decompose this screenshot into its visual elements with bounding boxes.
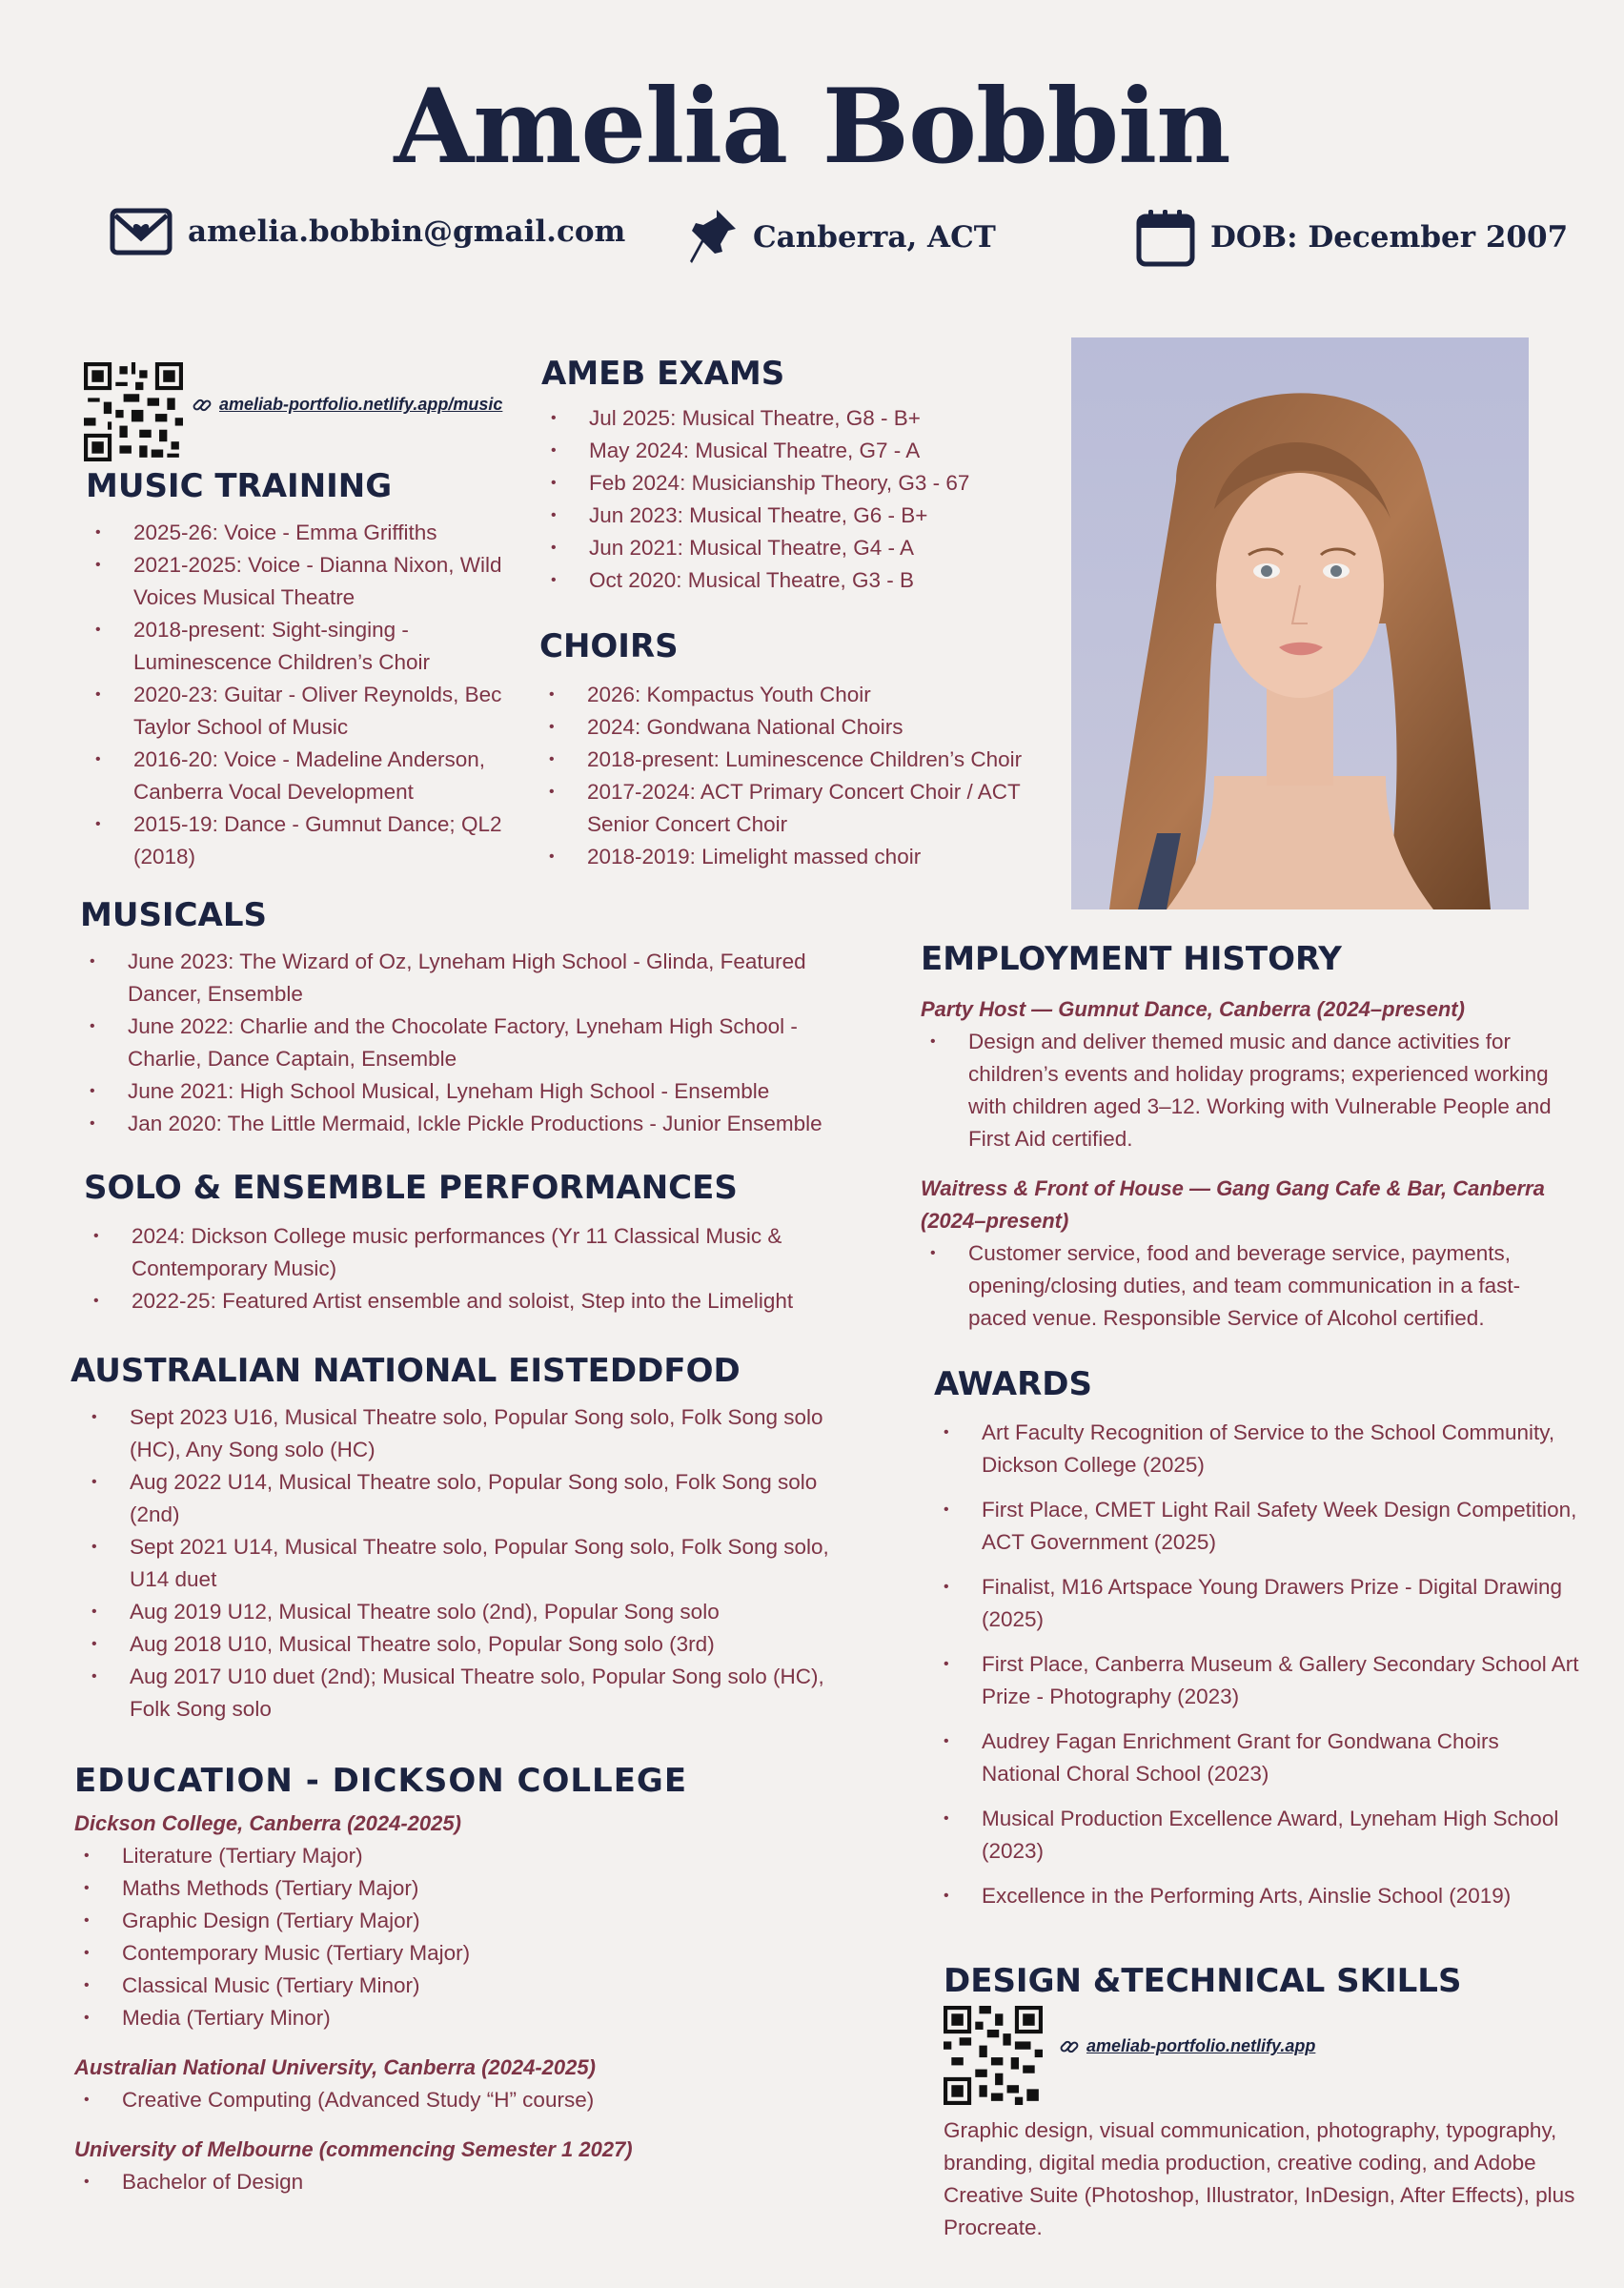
list-item: • First Place, Canberra Museum & Gallery Secondary School Art Prize - Photography (2023) bbox=[934, 1648, 1582, 1713]
email-contact[interactable] bbox=[110, 208, 625, 255]
list-item: • 2018-present: Luminescence Children’s Choir bbox=[539, 744, 1035, 776]
list-item: • 2024: Dickson College music performances (Yr 11 Classical Music & Contemporary Music) bbox=[84, 1220, 846, 1285]
email-text: amelia.bobbin@gmail.com bbox=[188, 214, 626, 249]
employment-heading: EMPLOYMENT HISTORY bbox=[921, 940, 1342, 978]
person-name: Amelia Bobbin bbox=[394, 67, 1230, 187]
list-item: • Jul 2025: Musical Theatre, G8 - B+ bbox=[541, 402, 1037, 435]
qr-code-icon bbox=[84, 362, 183, 461]
list-item: • Feb 2024: Musicianship Theory, G3 - 67 bbox=[541, 467, 1037, 500]
calendar-icon bbox=[1136, 208, 1195, 267]
link-icon bbox=[193, 396, 212, 415]
qr-code-icon bbox=[944, 2006, 1043, 2105]
list-item: • May 2024: Musical Theatre, G7 - A bbox=[541, 435, 1037, 467]
ameb-heading: AMEB EXAMS bbox=[541, 355, 785, 393]
list-item: • 2017-2024: ACT Primary Concert Choir / ACT Senior Concert Choir bbox=[539, 776, 1035, 841]
job-title: Waitress & Front of House — Gang Gang Cafe & Bar, Canberra (2024–present) bbox=[921, 1176, 1545, 1233]
employment-section bbox=[921, 940, 1578, 1335]
list-item: • 2015-19: Dance - Gumnut Dance; QL2 (2018) bbox=[86, 808, 524, 873]
portfolio-link[interactable] bbox=[1060, 2036, 1315, 2056]
choirs-section bbox=[539, 627, 1035, 873]
list-item: • 2025-26: Voice - Emma Griffiths bbox=[86, 517, 524, 549]
location-text: Canberra, ACT bbox=[753, 220, 996, 255]
list-item: • June 2021: High School Musical, Lyneham High School - Ensemble bbox=[80, 1075, 842, 1108]
job-list bbox=[921, 1026, 1578, 1155]
list-item: • 2026: Kompactus Youth Choir bbox=[539, 679, 1035, 711]
music-training-section bbox=[86, 467, 524, 873]
list-item: • Sept 2023 U16, Musical Theatre solo, Popular Song solo, Folk Song solo (HC), Any Song solo (HC) bbox=[82, 1401, 833, 1466]
list-item: • 2018-present: Sight-singing - Luminescence Children’s Choir bbox=[86, 614, 524, 679]
eisteddfod-section bbox=[71, 1352, 833, 1726]
list-item: • Musical Production Excellence Award, Lyneham High School (2023) bbox=[934, 1803, 1582, 1868]
awards-section bbox=[934, 1365, 1582, 1925]
musicals-list bbox=[80, 946, 842, 1140]
skills-section bbox=[944, 1962, 1592, 2000]
portfolio-link-text: ameliab-portfolio.netlify.app bbox=[1086, 2036, 1316, 2055]
music-portfolio-link[interactable] bbox=[193, 395, 502, 415]
list-item: • Jan 2020: The Little Mermaid, Ickle Pickle Productions - Junior Ensemble bbox=[80, 1108, 842, 1140]
link-icon bbox=[1060, 2037, 1079, 2056]
awards-list bbox=[934, 1417, 1582, 1912]
music-training-heading: MUSIC TRAINING bbox=[86, 467, 393, 505]
musicals-section bbox=[80, 896, 842, 1140]
list-item: • 2018-2019: Limelight massed choir bbox=[539, 841, 1035, 873]
list-item: • Excellence in the Performing Arts, Ainslie School (2019) bbox=[934, 1880, 1582, 1912]
list-item: • Aug 2022 U14, Musical Theatre solo, Popular Song solo, Folk Song solo (2nd) bbox=[82, 1466, 833, 1531]
list-item: • Sept 2021 U14, Musical Theatre solo, Popular Song solo, Folk Song solo, U14 duet bbox=[82, 1531, 833, 1596]
list-item: • Audrey Fagan Enrichment Grant for Gondwana Choirs National Choral School (2023) bbox=[934, 1726, 1582, 1790]
list-item: • Aug 2019 U12, Musical Theatre solo (2nd), Popular Song solo bbox=[82, 1596, 833, 1628]
list-item: • Oct 2020: Musical Theatre, G3 - B bbox=[541, 564, 1037, 597]
list-item: • Bachelor of Design bbox=[74, 2166, 837, 2198]
music-training-list bbox=[86, 517, 524, 873]
list-item: • 2024: Gondwana National Choirs bbox=[539, 711, 1035, 744]
ameb-section bbox=[541, 355, 1037, 597]
list-item: • Literature (Tertiary Major) bbox=[74, 1840, 837, 1872]
list-item: • Jun 2021: Musical Theatre, G4 - A bbox=[541, 532, 1037, 564]
list-item: • 2016-20: Voice - Madeline Anderson, Canberra Vocal Development bbox=[86, 744, 524, 808]
list-item: • Graphic Design (Tertiary Major) bbox=[74, 1905, 837, 1937]
anu-title: Australian National University, Canberra (2024-2025) bbox=[74, 2055, 596, 2079]
musicals-heading: MUSICALS bbox=[80, 896, 267, 934]
solo-list bbox=[84, 1220, 846, 1318]
skills-text: Graphic design, visual communication, photography, typography, branding, digital media production, creative coding, and Adobe Creative Suite (Photoshop, Illustrator, InDesign, After Effects), plus Procreate. bbox=[944, 2118, 1575, 2239]
list-item: • Design and deliver themed music and dance activities for children’s events and holiday programs; experienced working with children aged 3–12. Working with Vulnerable People and First Aid certified. bbox=[921, 1026, 1578, 1155]
list-item: • Maths Methods (Tertiary Major) bbox=[74, 1872, 837, 1905]
portrait-photo bbox=[1071, 337, 1529, 909]
list-item: • Finalist, M16 Artspace Young Drawers Prize - Digital Drawing (2025) bbox=[934, 1571, 1582, 1636]
list-item: • Classical Music (Tertiary Minor) bbox=[74, 1970, 837, 2002]
choirs-list bbox=[539, 679, 1035, 873]
education-section bbox=[74, 1762, 837, 2198]
awards-heading: AWARDS bbox=[934, 1365, 1092, 1403]
ameb-list bbox=[541, 402, 1037, 597]
dickson-list bbox=[74, 1840, 837, 2034]
list-item: • First Place, CMET Light Rail Safety Week Design Competition, ACT Government (2025) bbox=[934, 1494, 1582, 1559]
dickson-college-title: Dickson College, Canberra (2024-2025) bbox=[74, 1811, 461, 1835]
anu-list bbox=[74, 2084, 837, 2116]
education-heading: EDUCATION - DICKSON COLLEGE bbox=[74, 1762, 688, 1800]
solo-heading: SOLO & ENSEMBLE PERFORMANCES bbox=[84, 1169, 738, 1207]
dob-contact bbox=[1136, 208, 1568, 267]
solo-section bbox=[84, 1169, 846, 1318]
location-contact bbox=[688, 208, 996, 267]
list-item: • Aug 2017 U10 duet (2nd); Musical Theatre solo, Popular Song solo (HC), Folk Song solo bbox=[82, 1661, 833, 1726]
eisteddfod-list bbox=[82, 1401, 833, 1726]
job-title: Party Host — Gumnut Dance, Canberra (2024–present) bbox=[921, 997, 1465, 1021]
list-item: • 2020-23: Guitar - Oliver Reynolds, Bec Taylor School of Music bbox=[86, 679, 524, 744]
list-item: • Aug 2018 U10, Musical Theatre solo, Popular Song solo (3rd) bbox=[82, 1628, 833, 1661]
job-list bbox=[921, 1237, 1578, 1335]
qr-code-portfolio[interactable] bbox=[944, 2006, 1043, 2110]
melbourne-list bbox=[74, 2166, 837, 2198]
list-item: • Art Faculty Recognition of Service to the School Community, Dickson College (2025) bbox=[934, 1417, 1582, 1481]
melbourne-title: University of Melbourne (commencing Semester 1 2027) bbox=[74, 2137, 633, 2161]
choirs-heading: CHOIRS bbox=[539, 627, 679, 665]
skills-heading: DESIGN &TECHNICAL SKILLS bbox=[944, 1962, 1462, 2000]
list-item: • 2021-2025: Voice - Dianna Nixon, Wild Voices Musical Theatre bbox=[86, 549, 524, 614]
list-item: • Media (Tertiary Minor) bbox=[74, 2002, 837, 2034]
list-item: • Jun 2023: Musical Theatre, G6 - B+ bbox=[541, 500, 1037, 532]
list-item: • Creative Computing (Advanced Study “H” course) bbox=[74, 2084, 837, 2116]
list-item: • 2022-25: Featured Artist ensemble and soloist, Step into the Limelight bbox=[84, 1285, 846, 1318]
eisteddfod-heading: AUSTRALIAN NATIONAL EISTEDDFOD bbox=[71, 1352, 741, 1390]
list-item: • June 2022: Charlie and the Chocolate Factory, Lyneham High School - Charlie, Dance Captain, Ensemble bbox=[80, 1011, 842, 1075]
music-portfolio-link-text: ameliab-portfolio.netlify.app/music bbox=[219, 395, 503, 414]
envelope-icon bbox=[110, 208, 173, 255]
qr-code-music[interactable] bbox=[84, 362, 183, 466]
list-item: • June 2023: The Wizard of Oz, Lyneham High School - Glinda, Featured Dancer, Ensemble bbox=[80, 946, 842, 1011]
pushpin-icon bbox=[688, 208, 738, 267]
dob-text: DOB: December 2007 bbox=[1210, 220, 1569, 255]
list-item: • Contemporary Music (Tertiary Major) bbox=[74, 1937, 837, 1970]
list-item: • Customer service, food and beverage service, payments, opening/closing duties, and team communication in a fast-paced venue. Responsible Service of Alcohol certified. bbox=[921, 1237, 1578, 1335]
